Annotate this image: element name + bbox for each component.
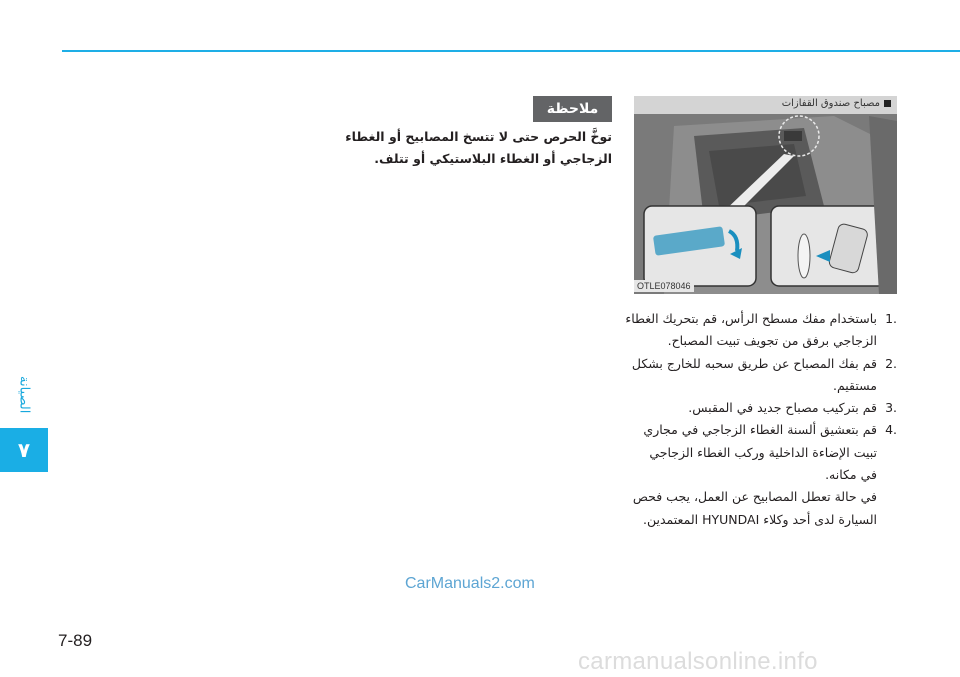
glove-box-lamp-figure	[634, 96, 897, 294]
figure-code: OTLE078046	[634, 280, 694, 292]
step-line: السيارة لدى أحد وكلاء HYUNDAI المعتمدين.	[643, 511, 877, 527]
step-line: الزجاجي برفق من تجويف تبيت المصباح.	[667, 333, 877, 349]
caption-bullet-icon	[884, 100, 891, 107]
step-line: تبيت الإضاءة الداخلية وركب الغطاء الزجاجي	[649, 444, 877, 460]
page-number: 7-89	[58, 631, 93, 650]
glove-box-illustration	[634, 96, 897, 294]
notice-line: توخَّ الحرص حتى لا تتسخ المصابيح أو الغطاء	[345, 129, 612, 144]
step-line: قم بتعشيق ألسنة الغطاء الزجاجي في مجاري	[643, 422, 877, 438]
step-line: في مكانه.	[825, 467, 877, 483]
replacement-steps	[620, 308, 897, 531]
step-number: .4	[885, 422, 897, 438]
watermark-footer: carmanualsonline.info	[578, 648, 818, 675]
step-item	[620, 419, 897, 486]
step-item	[620, 353, 897, 398]
step-number: .1	[885, 311, 897, 326]
step-line: قم بتركيب مصباح جديد في المقبس.	[688, 400, 877, 416]
step-number: .3	[885, 400, 897, 416]
notice-line: الزجاجي أو الغطاء البلاستيكي أو تتلف.	[374, 151, 612, 166]
figure-caption	[782, 98, 891, 109]
step-item	[620, 397, 897, 419]
notice-body	[330, 126, 612, 170]
watermark-site-link[interactable]: CarManuals2.com	[405, 575, 535, 592]
chapter-number-tab[interactable]: ٧	[0, 428, 48, 472]
header-rule	[62, 50, 960, 52]
notice-title: ملاحظة	[533, 96, 612, 122]
step-line: مستقيم.	[832, 377, 877, 393]
step-number: .2	[885, 355, 897, 371]
step-number	[877, 486, 897, 531]
step-line: قم بفك المصباح عن طريق سحبه للخارج بشكل	[631, 355, 877, 371]
chapter-title: الصيانة	[16, 376, 32, 414]
step-line: في حالة تعطل المصابيح عن العمل، يجب فحص	[632, 489, 877, 505]
figure-caption-text: مصباح صندوق القفازات	[781, 98, 880, 109]
step-line: باستخدام مفك مسطح الرأس، قم بتحريك الغطاء	[625, 311, 877, 326]
step-item	[620, 308, 897, 353]
step-item	[620, 486, 897, 531]
